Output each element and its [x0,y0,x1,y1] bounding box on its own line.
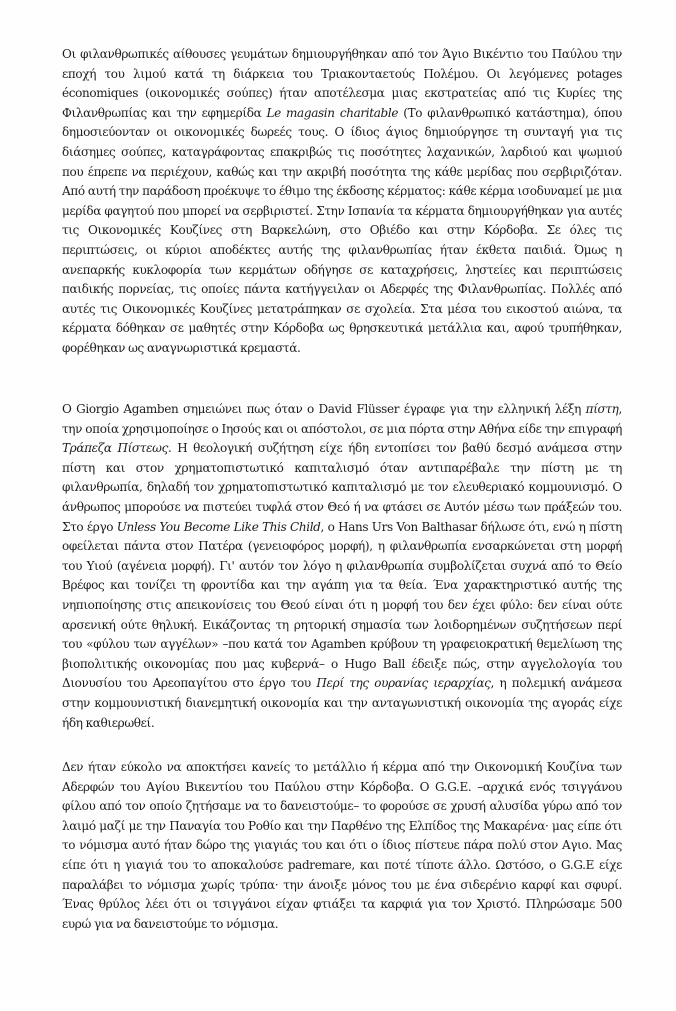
italic-text-run: Τράπεζα Πίστεως [62,441,168,456]
paragraph-3 [62,758,622,934]
paragraph-1 [62,45,622,359]
italic-text-run: πίστη [585,402,619,416]
text-run: Ο Giorgio Agamben σημειώνει πως όταν ο David Flüsser έγραφε για την ελληνική λέξη [62,402,586,416]
italic-text-run: Le magasin charitable [266,105,399,120]
text-run: Οι φιλανθρωπικές αίθουσες γευμάτων δημιουργήθηκαν από τον Άγιο Βικέντιο του Παύλου την εποχή του λιμού κατά τη διάρκεια του Τριακονταετούς Πολέμου. Οι λεγόμενες potages économiques (οικονομικές σούπες) ήταν αποτέλεσμα μιας εκστρατείας από τις Κυρίες της Φιλανθρωπίας και την εφημερίδα [62,47,622,120]
text-run: , ο Hans Urs Von Balthasar δήλωσε ότι, ενώ η πίστη οφείλεται πάντα στον Πατέρα (γενειοφόρος μορφή), η φιλανθρωπία ενσαρκώνεται στη μορφή του Υιού (αγένεια μορφή). Γι' αυτόν τον λόγο η φιλανθρωπία συμβολίζεται συχνά από το Θείο Βρέφος και τονίζει τη φροντίδα και την αγάπη για τα θεία. Ένα χαρακτηριστικό αυτής της νηπιοποίησης στις απεικονίσεις του Θεού είναι ότι η μορφή του δεν έχει φύλο: δεν είναι ούτε αρσενική ούτε θηλυκή. Εικάζοντας τη ρητορική σημασία των λοιδορημένων συζητήσεων περί του «φύλου των αγγέλων» –που κατά τον Agamben κρύβουν τη γραφειοκρατική θεμελίωση της βιοπολιτικής οικονομίας που μας κυβερνά– ο Hugo Ball έδειξε πώς, στην αγγελολογία του Διονυσίου του Αρεοπαγίτου στο έργο του [62,519,622,691]
text-run: , η πολεμική ανάμεσα στην κομμουνιστική διανεμητική οικονομία και την ανταγωνιστική οικονομία της αγοράς είχε ήδη καθιερωθεί. [62,676,623,730]
italic-text-run: Unless You Become Like This Child [116,519,321,534]
text-run: Δεν ήταν εύκολο να αποκτήσει κανείς το μετάλλιο ή κέρμα από την Οικονομική Κουζίνα των Αδερφών του Αγίου Βικεντίου του Παύλου στην Κόρδοβα. Ο G.G.E. –αρχικά ενός τσιγγάνου φίλου από τον οποίο ζητήσαμε να το δανειστούμε– το φορούσε σε χρυσή αλυσίδα γύρω από τον λαιμό μαζί με την Παναγία του Ροθίο και την Παρθένο της Ελπίδος της Μακαρένα· μας είπε ότι το νόμισμα αυτό ήταν δώρο της γιαγιάς του και ότι ο ίδιος πίστευε πάρα πολύ στον Αγιο. Μας είπε ότι η γιαγιά του το αποκαλούσε padremare, και ποτέ τίποτε άλλο. Ωστόσο, ο G.G.E είχε παραλάβει το νόμισμα χωρίς τρύπα· την άνοιξε μόνος του με ένα σιδερένιο καρφί και σφυρί. Ένας θρύλος λέει ότι οι τσιγγάνοι είχαν φτιάξει τα καρφιά για τον Χριστό. Πληρώσαμε 500 ευρώ για να δανειστούμε το νόμισμα. [62,760,622,931]
paragraph-2 [62,400,622,733]
italic-text-run: Περί της ουρανίας ιεραρχίας [316,676,491,691]
text-run: (Το φιλανθρωπικό κατάστημα), όπου δημοσιεύονταν οι οικονομικές δωρεές τους. Ο ίδιος άγιος δημιούργησε τη συνταγή για τις διάσημες σούπες, καταγράφοντας επακριβώς τις ποσότητες λαχανικών, λαρδιού και ψωμιού που έπρεπε να περιέχουν, καθώς και την ακριβή ποσότητα της κάθε μερίδας που σερβιριζόταν. Από αυτή την παράδοση προέκυψε το έθιμο της έκδοσης κέρματος: κάθε κέρμα ισοδυναμεί με μια μερίδα φαγητού που μπορεί να σερβιριστεί. Στην Ισπανία τα κέρματα δημιουργήθηκαν για αυτές τις Οικονομικές Κουζίνες στη Βαρκελώνη, στο Οβιέδο και στην Κόρδοβα. Σε όλες τις περιπτώσεις, οι κύριοι αποδέκτες αυτής της φιλανθρωπίας ήταν έκθετα παιδιά. Όμως η ανεπαρκής κυκλοφορία των κερμάτων οδήγησε σε καταχρήσεις, ληστείες και περιπτώσεις παιδικής πορνείας, τις οποίες πάντα κατήγγειλαν οι Αδερφές της Φιλανθρωπίας. Πολλές από αυτές τις Οικονομικές Κουζίνες μετατράπηκαν σε σχολεία. Στα μέσα του εικοστού αιώνα, τα κέρματα δόθηκαν σε μαθητές στην Κόρδοβα ως θρησκευτικά μετάλλια και, αφού τρυπήθηκαν, φορέθηκαν ως αναγνωριστικά κρεμαστά. [62,105,622,355]
text-run: . Η θεολογική συζήτηση είχε ήδη εντοπίσει τον βαθύ δεσμό ανάμεσα στην πίστη και στον χρηματοπιστωτικό καπιταλισμό όταν αντιπαρέβαλε την πίστη με τη φιλανθρωπία, δηλαδή τον χρηματοπιστωτικό καπιταλισμό με τον ελευθεριακό κομμουνισμό. Ο άνθρωπος μπορούσε να πιστεύει τυφλά στον Θεό ή να φτάσει σε Αυτόν μέσω των πράξεών του. Στο έργο [62,441,622,534]
text-run: , την οποία χρησιμοποίησε ο Ιησούς και οι απόστολοι, σε μια πόρτα στην Αθήνα είδε την επιγραφή [62,402,622,436]
